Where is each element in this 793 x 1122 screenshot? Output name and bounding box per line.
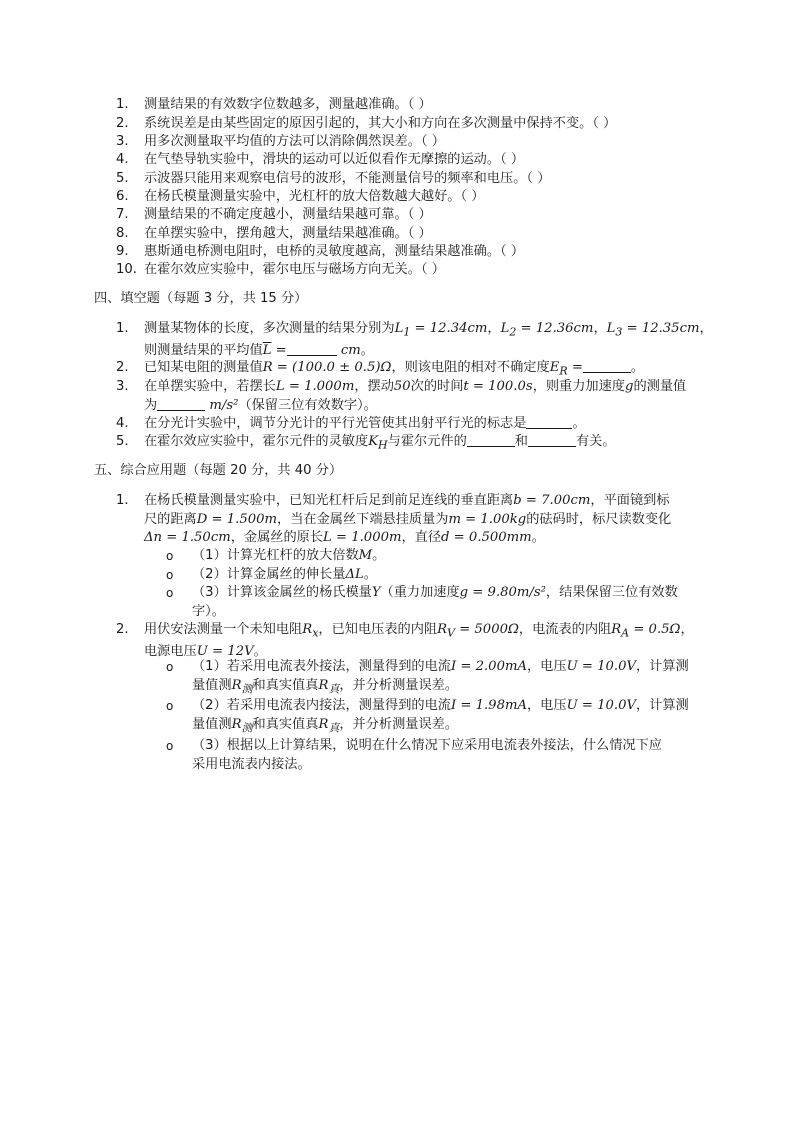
sub-question: o （2）计算金属丝的伸长量ΔL。 <box>166 567 377 582</box>
true-false-item <box>118 151 733 170</box>
answer-blank[interactable] <box>526 415 572 429</box>
item-text: 惠斯通电桥测电阻时，电桥的灵敏度越高，测量结果越准确。（ ） <box>144 244 525 259</box>
item-number: 4. <box>116 152 129 167</box>
item-number: 10. <box>116 262 137 277</box>
item-number: 6. <box>116 189 129 204</box>
answer-blank[interactable] <box>157 397 205 411</box>
true-false-item <box>118 96 733 115</box>
item-text: 在单摆实验中，摆角越大，测量结果越准确。（ ） <box>144 226 432 241</box>
sub-question: o （3）根据以上计算结果，说明在什么情况下应采用电流表外接法，什么情况下应 采用电流表内接法。 <box>166 738 662 772</box>
true-false-item <box>118 243 733 262</box>
application-question-1: 1. 在杨氏模量测量实验中，已知光杠杆后足到前足连线的垂直距离b = 7.00cm，平面镜到标 尺的距离D = 1.500m，当在金属丝下端悬挂质量为m = 1.00kg的砝码时，标尺读数变化 Δn = 1.50cm，金属丝的原长L = 1.000m，直径d = 0.500mm。 <box>116 493 672 545</box>
sub-question: o （1）计算光杠杆的放大倍数M。 <box>166 548 386 563</box>
item-text: 在霍尔效应实验中，霍尔电压与磁场方向无关。（ ） <box>144 262 445 277</box>
true-false-item <box>118 133 733 152</box>
true-false-item <box>118 188 733 207</box>
item-number: 1. <box>116 97 129 112</box>
true-false-item <box>118 206 733 225</box>
item-text: 测量结果的不确定度越小，测量结果越可靠。（ ） <box>144 207 432 222</box>
fill-question-1: 1. 测量某物体的长度，多次测量的结果分别为$L_1 = 12.34cm$，$L_2 = 12.36cm$，$L_3 = 12.35cm$， 则测量结果的平均值$\overline{L}$ = cm。 <box>116 321 713 359</box>
item-text: 在气垫导轨实验中，滑块的运动可以近似看作无摩擦的运动。（ ） <box>144 152 525 167</box>
true-false-item <box>118 261 733 280</box>
true-false-item <box>118 170 733 189</box>
item-text: 测量结果的有效数字位数越多，测量越准确。（ ） <box>144 97 432 112</box>
answer-blank[interactable] <box>583 359 631 373</box>
sub-question: o （2）若采用电流表内接法，测量得到的电流I = 1.98mA，电压U = 10.0V，计算测 量值测$R_测$和真实值真$R_真$，并分析测量误差。 <box>166 698 689 735</box>
item-number: 7. <box>116 207 129 222</box>
answer-blank[interactable] <box>287 342 337 356</box>
item-text: 系统误差是由某些固定的原因引起的，其大小和方向在多次测量中保持不变。（ ） <box>144 116 617 131</box>
fill-question-2: 2. 已知某电阻的测量值R = (100.0 ± 0.5)Ω，则该电阻的相对不确定度$E_R$ = 。 <box>116 360 645 378</box>
item-number: 3. <box>116 134 129 149</box>
section-4-title: 四、填空题（每题 3 分，共 15 分） <box>94 291 308 306</box>
application-question-2: 2. 用伏安法测量一个未知电阻$R_x$，已知电压表的内阻$R_V = 5000\Omega$，电流表的内阻$R_A = 0.5\Omega$， 电源电压U = 12V。 <box>116 622 694 660</box>
item-text: 用多次测量取平均值的方法可以消除偶然误差。（ ） <box>144 134 445 149</box>
item-number: 2. <box>116 116 129 131</box>
item-number: 5. <box>116 171 129 186</box>
answer-blank[interactable] <box>467 433 515 447</box>
item-number: 9. <box>116 244 129 259</box>
sub-question: o （1）若采用电流表外接法，测量得到的电流I = 2.00mA，电压U = 10.0V，计算测 量值测$R_测$和真实值真$R_真$，并分析测量误差。 <box>166 659 689 696</box>
item-text: 示波器只能用来观察电信号的波形，不能测量信号的频率和电压。（ ） <box>144 171 551 186</box>
true-false-item <box>118 115 733 134</box>
item-text: 在杨氏模量测量实验中，光杠杆的放大倍数越大越好。（ ） <box>144 189 485 204</box>
fill-question-3: 3. 在单摆实验中，若摆长L = 1.000m，摆动50次的时间t = 100.0s，则重力加速度g的测量值 为 m/s²（保留三位有效数字）。 <box>116 379 687 413</box>
true-false-item <box>118 225 733 244</box>
sub-question: o （3）计算该金属丝的杨氏模量Y（重力加速度g = 9.80m/s²，结果保留三位有效数 字）。 <box>166 585 678 619</box>
item-number: 8. <box>116 226 129 241</box>
fill-question-4: 4. 在分光计实验中，调节分光计的平行光管使其出射平行光的标志是 。 <box>116 416 586 432</box>
fill-question-5: 5. 在霍尔效应实验中，霍尔元件的灵敏度$K_H$与霍尔元件的 和 有关。 <box>116 434 616 452</box>
section-5-title: 五、综合应用题（每题 20 分，共 40 分） <box>94 463 343 478</box>
answer-blank[interactable] <box>528 433 576 447</box>
